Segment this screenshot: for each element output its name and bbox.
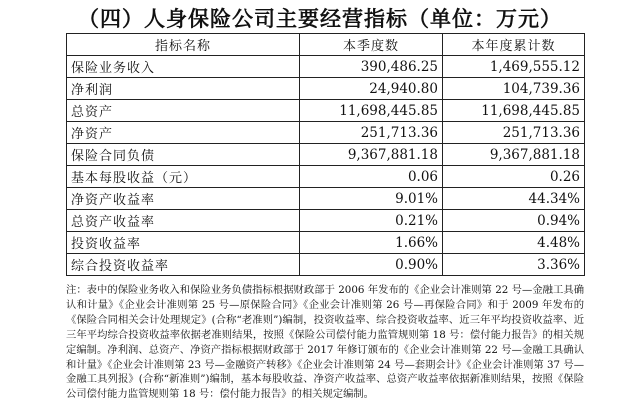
quarter-value: 390,486.25	[300, 56, 443, 78]
quarter-value: 9,367,881.18	[300, 144, 443, 166]
header-indicator-name: 指标名称	[67, 34, 300, 56]
quarter-value: 0.06	[300, 166, 443, 188]
indicator-name: 保险业务收入	[67, 56, 300, 78]
ytd-value: 0.26	[443, 166, 585, 188]
table-row	[67, 144, 585, 166]
ytd-value: 0.94%	[443, 210, 585, 232]
quarter-value: 9.01%	[300, 188, 443, 210]
indicator-name: 净资产	[67, 122, 300, 144]
table-row	[67, 100, 585, 122]
indicator-name: 基本每股收益（元）	[67, 166, 300, 188]
quarter-value: 0.21%	[300, 210, 443, 232]
table-row	[67, 232, 585, 254]
indicator-name: 综合投资收益率	[67, 254, 300, 276]
table-header-row	[67, 34, 585, 56]
table-row	[67, 56, 585, 78]
header-year-to-date: 本年度累计数	[443, 34, 585, 56]
footnote: 注：表中的保险业务收入和保险业务负债指标根据财政部于 2006 年发布的《企业会计准则第 22 号—金融工具确认和计量》《企业会计准则第 25 号—原保险合同》《企业会计准则第 26 号—再保险合同》和于 2009 年发布的《保险合同相关会计处理规定》(合称“老准则”)编制，投资收益率、综合投资收益率、近三年平均投资收益率、近三年平均综合投资收益率依据老准则结果，按照《保险公司偿付能力监管规则第 18 号：偿付能力报告》的相关规定编制。净利润、总资产、净资产指标根据财政部于 2017 年修订颁布的《企业会计准则第 22 号—金融工具确认和计量》《企业会计准则第 23 号—金融资产转移》《企业会计准则第 24 号—套期会计》《企业会计准则第 37 号—金融工具列报》(合称“新准则”)编制，基本每股收益、净资产收益率、总资产收益率依据新准则结果，按照《保险公司偿付能力监管规则第 18 号：偿付能力报告》的相关规定编制。	[66, 284, 584, 401]
quarter-value: 11,698,445.85	[300, 100, 443, 122]
ytd-value: 251,713.36	[443, 122, 585, 144]
quarter-value: 24,940.80	[300, 78, 443, 100]
indicator-name: 保险合同负债	[67, 144, 300, 166]
ytd-value: 4.48%	[443, 232, 585, 254]
table-row	[67, 254, 585, 276]
indicator-name: 净利润	[67, 78, 300, 100]
quarter-value: 1.66%	[300, 232, 443, 254]
table-row	[67, 188, 585, 210]
indicator-name: 总资产	[67, 100, 300, 122]
quarter-value: 0.90%	[300, 254, 443, 276]
page-title: （四）人身保险公司主要经营指标（单位：万元）	[78, 7, 562, 31]
table-row	[67, 210, 585, 232]
ytd-value: 1,469,555.12	[443, 56, 585, 78]
table-row	[67, 166, 585, 188]
indicator-name: 投资收益率	[67, 232, 300, 254]
ytd-value: 11,698,445.85	[443, 100, 585, 122]
ytd-value: 3.36%	[443, 254, 585, 276]
metrics-table	[66, 33, 585, 276]
ytd-value: 9,367,881.18	[443, 144, 585, 166]
indicator-name: 总资产收益率	[67, 210, 300, 232]
quarter-value: 251,713.36	[300, 122, 443, 144]
table-row	[67, 122, 585, 144]
ytd-value: 44.34%	[443, 188, 585, 210]
header-quarter: 本季度数	[300, 34, 443, 56]
table-row	[67, 78, 585, 100]
ytd-value: 104,739.36	[443, 78, 585, 100]
indicator-name: 净资产收益率	[67, 188, 300, 210]
